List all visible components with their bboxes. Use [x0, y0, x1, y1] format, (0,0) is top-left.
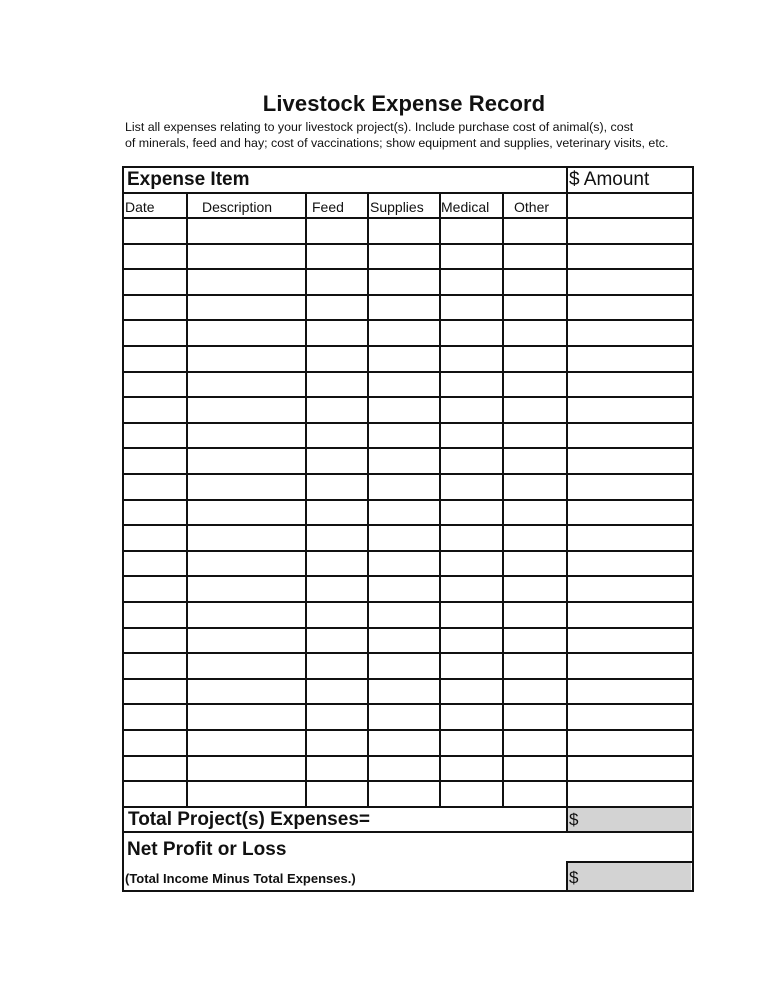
- cell-description[interactable]: [188, 782, 305, 806]
- net-profit-note: (Total Income Minus Total Expenses.): [125, 871, 356, 886]
- cell-other[interactable]: [504, 577, 566, 601]
- cell-amount[interactable]: [568, 424, 692, 448]
- cell-other[interactable]: [504, 347, 566, 371]
- cell-other[interactable]: [504, 782, 566, 806]
- cell-supplies[interactable]: [369, 501, 439, 525]
- cell-date[interactable]: [124, 373, 186, 397]
- column-header-feed: Feed: [312, 199, 344, 215]
- cell-supplies[interactable]: [369, 654, 439, 678]
- cell-amount[interactable]: [568, 577, 692, 601]
- cell-medical[interactable]: [441, 424, 502, 448]
- cell-amount[interactable]: [568, 475, 692, 499]
- cell-amount[interactable]: [568, 321, 692, 345]
- net-profit-label: Net Profit or Loss: [127, 839, 287, 860]
- total-expenses-currency: $: [569, 810, 579, 829]
- cell-feed[interactable]: [307, 475, 367, 499]
- cell-feed[interactable]: [307, 449, 367, 473]
- cell-supplies[interactable]: [369, 757, 439, 781]
- cell-amount[interactable]: [568, 526, 692, 550]
- cell-medical[interactable]: [441, 321, 502, 345]
- column-header-description: Description: [202, 199, 273, 215]
- cell-description[interactable]: [188, 270, 305, 294]
- cell-date[interactable]: [124, 501, 186, 525]
- cell-supplies[interactable]: [369, 577, 439, 601]
- cell-other[interactable]: [504, 654, 566, 678]
- cell-other[interactable]: [504, 373, 566, 397]
- cell-supplies[interactable]: [369, 475, 439, 499]
- cell-other[interactable]: [504, 270, 566, 294]
- cell-date[interactable]: [124, 398, 186, 422]
- cell-supplies[interactable]: [369, 373, 439, 397]
- cell-feed[interactable]: [307, 270, 367, 294]
- cell-feed[interactable]: [307, 552, 367, 576]
- cell-supplies[interactable]: [369, 705, 439, 729]
- row-divider: [122, 806, 694, 808]
- cell-date[interactable]: [124, 680, 186, 704]
- cell-date[interactable]: [124, 347, 186, 371]
- cell-amount[interactable]: [568, 270, 692, 294]
- cell-other[interactable]: [504, 705, 566, 729]
- table-right-border: [692, 166, 694, 892]
- cell-medical[interactable]: [441, 705, 502, 729]
- cell-supplies[interactable]: [369, 321, 439, 345]
- cell-description[interactable]: [188, 731, 305, 755]
- cell-date[interactable]: [124, 245, 186, 269]
- cell-feed[interactable]: [307, 398, 367, 422]
- cell-description[interactable]: [188, 577, 305, 601]
- cell-amount[interactable]: [568, 398, 692, 422]
- cell-amount[interactable]: [568, 654, 692, 678]
- cell-amount[interactable]: [568, 757, 692, 781]
- cell-medical[interactable]: [441, 731, 502, 755]
- cell-other[interactable]: [504, 680, 566, 704]
- cell-feed[interactable]: [307, 321, 367, 345]
- cell-description[interactable]: [188, 680, 305, 704]
- cell-supplies[interactable]: [369, 680, 439, 704]
- cell-supplies[interactable]: [369, 449, 439, 473]
- cell-supplies[interactable]: [369, 603, 439, 627]
- cell-amount[interactable]: [568, 501, 692, 525]
- cell-supplies[interactable]: [369, 424, 439, 448]
- total-expenses-field[interactable]: [567, 808, 691, 832]
- cell-description[interactable]: [188, 373, 305, 397]
- cell-other[interactable]: [504, 526, 566, 550]
- cell-medical[interactable]: [441, 475, 502, 499]
- cell-amount[interactable]: [568, 603, 692, 627]
- cell-medical[interactable]: [441, 373, 502, 397]
- cell-amount[interactable]: [568, 782, 692, 806]
- cell-feed[interactable]: [307, 526, 367, 550]
- cell-description[interactable]: [188, 424, 305, 448]
- cell-other[interactable]: [504, 219, 566, 243]
- cell-feed[interactable]: [307, 501, 367, 525]
- cell-description[interactable]: [188, 321, 305, 345]
- cell-date[interactable]: [124, 782, 186, 806]
- cell-date[interactable]: [124, 552, 186, 576]
- cell-description[interactable]: [188, 245, 305, 269]
- cell-feed[interactable]: [307, 680, 367, 704]
- cell-amount[interactable]: [568, 347, 692, 371]
- cell-other[interactable]: [504, 629, 566, 653]
- cell-amount[interactable]: [568, 680, 692, 704]
- cell-amount[interactable]: [568, 245, 692, 269]
- cell-supplies[interactable]: [369, 731, 439, 755]
- cell-feed[interactable]: [307, 603, 367, 627]
- cell-date[interactable]: [124, 577, 186, 601]
- cell-supplies[interactable]: [369, 526, 439, 550]
- table-bottom-border: [122, 890, 694, 892]
- cell-medical[interactable]: [441, 347, 502, 371]
- instructions-line-1: List all expenses relating to your livestock project(s). Include purchase cost of animal(s), cost: [125, 120, 634, 134]
- cell-date[interactable]: [124, 731, 186, 755]
- cell-other[interactable]: [504, 757, 566, 781]
- cell-feed[interactable]: [307, 296, 367, 320]
- cell-date[interactable]: [124, 475, 186, 499]
- cell-feed[interactable]: [307, 782, 367, 806]
- cell-other[interactable]: [504, 475, 566, 499]
- cell-other[interactable]: [504, 296, 566, 320]
- cell-description[interactable]: [188, 475, 305, 499]
- page-title: Livestock Expense Record: [262, 91, 546, 116]
- total-expenses-label: Total Project(s) Expenses=: [128, 809, 370, 830]
- cell-description[interactable]: [188, 449, 305, 473]
- instructions-line-2: of minerals, feed and hay; cost of vaccinations; show equipment and supplies, veterinary visits, etc.: [125, 136, 669, 150]
- cell-medical[interactable]: [441, 449, 502, 473]
- cell-feed[interactable]: [307, 705, 367, 729]
- cell-other[interactable]: [504, 731, 566, 755]
- cell-description[interactable]: [188, 398, 305, 422]
- cell-description[interactable]: [188, 296, 305, 320]
- cell-medical[interactable]: [441, 270, 502, 294]
- cell-date[interactable]: [124, 629, 186, 653]
- cell-description[interactable]: [188, 347, 305, 371]
- cell-supplies[interactable]: [369, 629, 439, 653]
- cell-medical[interactable]: [441, 501, 502, 525]
- cell-date[interactable]: [124, 270, 186, 294]
- cell-other[interactable]: [504, 321, 566, 345]
- cell-medical[interactable]: [441, 296, 502, 320]
- net-box-divider: [566, 861, 568, 892]
- column-header-other: Other: [514, 199, 550, 215]
- cell-date[interactable]: [124, 603, 186, 627]
- net-box-top: [566, 861, 694, 863]
- cell-amount[interactable]: [568, 552, 692, 576]
- cell-feed[interactable]: [307, 347, 367, 371]
- cell-feed[interactable]: [307, 424, 367, 448]
- cell-description[interactable]: [188, 526, 305, 550]
- cell-supplies[interactable]: [369, 245, 439, 269]
- cell-amount[interactable]: [568, 373, 692, 397]
- cell-medical[interactable]: [441, 526, 502, 550]
- cell-medical[interactable]: [441, 245, 502, 269]
- cell-description[interactable]: [188, 603, 305, 627]
- cell-supplies[interactable]: [369, 398, 439, 422]
- cell-description[interactable]: [188, 629, 305, 653]
- amount-header: $ Amount: [569, 169, 650, 190]
- cell-feed[interactable]: [307, 757, 367, 781]
- cell-description[interactable]: [188, 654, 305, 678]
- header-divider: [122, 192, 694, 194]
- cell-medical[interactable]: [441, 603, 502, 627]
- cell-feed[interactable]: [307, 731, 367, 755]
- cell-other[interactable]: [504, 424, 566, 448]
- cell-date[interactable]: [124, 757, 186, 781]
- cell-medical[interactable]: [441, 757, 502, 781]
- cell-amount[interactable]: [568, 629, 692, 653]
- cell-supplies[interactable]: [369, 270, 439, 294]
- cell-description[interactable]: [188, 552, 305, 576]
- total-row-bottom: [122, 831, 694, 833]
- cell-amount[interactable]: [568, 705, 692, 729]
- cell-other[interactable]: [504, 449, 566, 473]
- cell-description[interactable]: [188, 219, 305, 243]
- column-header-supplies: Supplies: [370, 199, 424, 215]
- cell-date[interactable]: [124, 654, 186, 678]
- column-header-medical: Medical: [441, 199, 490, 215]
- cell-supplies[interactable]: [369, 347, 439, 371]
- cell-date[interactable]: [124, 424, 186, 448]
- column-header-date: Date: [125, 199, 155, 215]
- table-top-border: [122, 166, 694, 168]
- net-profit-currency: $: [569, 868, 579, 887]
- cell-date[interactable]: [124, 526, 186, 550]
- net-profit-field[interactable]: [567, 863, 691, 890]
- cell-date[interactable]: [124, 705, 186, 729]
- cell-feed[interactable]: [307, 245, 367, 269]
- cell-feed[interactable]: [307, 219, 367, 243]
- cell-description[interactable]: [188, 757, 305, 781]
- cell-feed[interactable]: [307, 654, 367, 678]
- cell-supplies[interactable]: [369, 219, 439, 243]
- cell-supplies[interactable]: [369, 552, 439, 576]
- cell-other[interactable]: [504, 245, 566, 269]
- cell-medical[interactable]: [441, 577, 502, 601]
- cell-description[interactable]: [188, 705, 305, 729]
- cell-amount[interactable]: [568, 449, 692, 473]
- cell-other[interactable]: [504, 501, 566, 525]
- cell-medical[interactable]: [441, 680, 502, 704]
- cell-other[interactable]: [504, 398, 566, 422]
- cell-feed[interactable]: [307, 577, 367, 601]
- cell-date[interactable]: [124, 219, 186, 243]
- cell-other[interactable]: [504, 552, 566, 576]
- cell-medical[interactable]: [441, 219, 502, 243]
- cell-feed[interactable]: [307, 373, 367, 397]
- cell-medical[interactable]: [441, 398, 502, 422]
- cell-feed[interactable]: [307, 629, 367, 653]
- cell-amount[interactable]: [568, 296, 692, 320]
- cell-medical[interactable]: [441, 629, 502, 653]
- cell-medical[interactable]: [441, 782, 502, 806]
- cell-description[interactable]: [188, 501, 305, 525]
- cell-medical[interactable]: [441, 654, 502, 678]
- cell-date[interactable]: [124, 321, 186, 345]
- cell-amount[interactable]: [568, 219, 692, 243]
- cell-amount[interactable]: [568, 731, 692, 755]
- cell-date[interactable]: [124, 296, 186, 320]
- cell-supplies[interactable]: [369, 296, 439, 320]
- cell-date[interactable]: [124, 449, 186, 473]
- cell-supplies[interactable]: [369, 782, 439, 806]
- cell-other[interactable]: [504, 603, 566, 627]
- cell-medical[interactable]: [441, 552, 502, 576]
- expense-item-header: Expense Item: [127, 169, 250, 190]
